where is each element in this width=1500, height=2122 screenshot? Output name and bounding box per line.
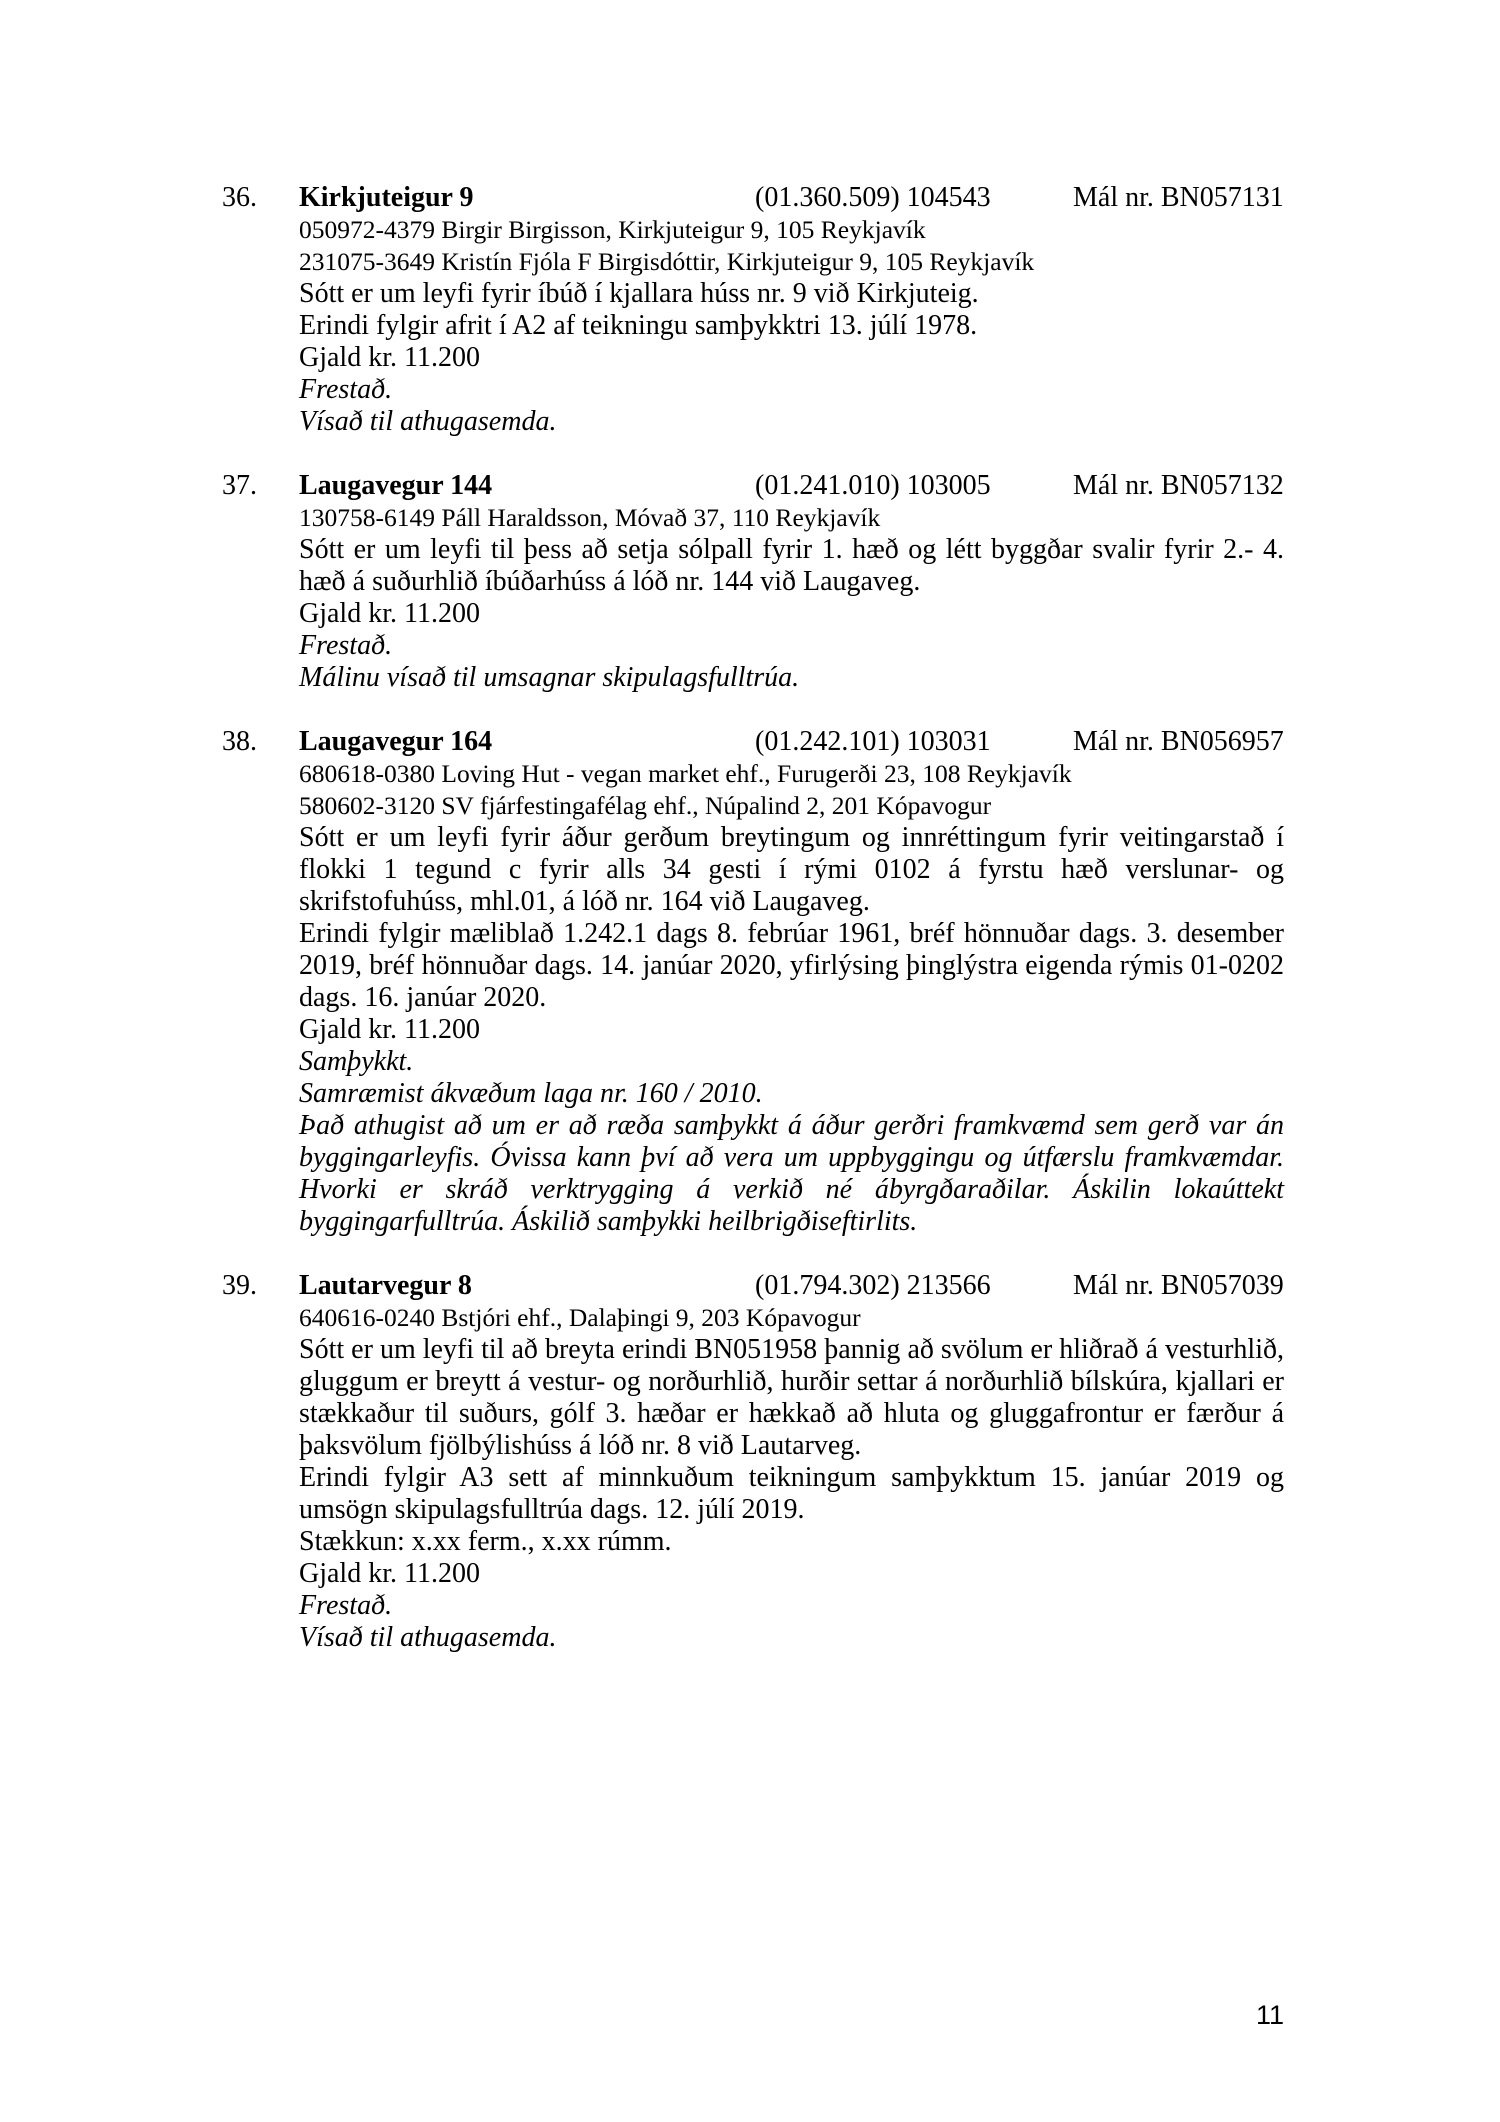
- item-number: 39.: [222, 1270, 257, 1301]
- item-property-code: (01.794.302) 213566: [755, 1270, 991, 1301]
- owner-line: 580602-3120 SV fjárfestingafélag ehf., Núpalind 2, 201 Kópavogur: [299, 791, 992, 820]
- description-line: Erindi fylgir mæliblað 1.242.1 dags 8. febrúar 1961, bréf hönnuðar dags. 3. desember 2019, bréf hönnuðar dags. 14. janúar 2020, yfirlýsing þinglýstra eigenda rýmis 01-0202 dags. 16. janúar 2020.: [299, 918, 1284, 1013]
- decision-line: Vísað til athugasemda.: [299, 1622, 557, 1653]
- owner-line: 231075-3649 Kristín Fjóla F Birgisdóttir, Kirkjuteigur 9, 105 Reykjavík: [299, 247, 1035, 276]
- description-line: Gjald kr. 11.200: [299, 1014, 480, 1045]
- owner-line: 640616-0240 Bstjóri ehf., Dalaþingi 9, 203 Kópavogur: [299, 1303, 861, 1332]
- description-line: Gjald kr. 11.200: [299, 342, 480, 373]
- permit-item: [222, 1270, 1284, 1654]
- permit-item-header: [222, 1270, 1284, 1302]
- permit-item-body: [299, 502, 1284, 694]
- permit-item-body: [299, 758, 1284, 1238]
- description-line: Gjald kr. 11.200: [299, 1558, 480, 1589]
- item-case-number: Mál nr. BN057131: [1073, 182, 1284, 213]
- decision-line: Málinu vísað til umsagnar skipulagsfulltrúa.: [299, 662, 800, 693]
- permit-item-body: [299, 214, 1284, 438]
- permit-item-header: [222, 470, 1284, 502]
- item-number: 38.: [222, 726, 257, 757]
- page-number: 11: [1255, 2000, 1284, 2030]
- item-address: Laugavegur 144: [299, 470, 493, 501]
- owner-line: 130758-6149 Páll Haraldsson, Móvað 37, 110 Reykjavík: [299, 503, 881, 532]
- permit-item: [222, 182, 1284, 438]
- owner-line: 050972-4379 Birgir Birgisson, Kirkjuteigur 9, 105 Reykjavík: [299, 215, 926, 244]
- item-property-code: (01.241.010) 103005: [755, 470, 991, 501]
- permit-item: [222, 470, 1284, 694]
- description-line: Sótt er um leyfi til þess að setja sólpall fyrir 1. hæð og létt byggðar svalir fyrir 2.- 4. hæð á suðurhlið íbúðarhúss á lóð nr. 144 við Laugaveg.: [299, 534, 1284, 597]
- item-property-code: (01.242.101) 103031: [755, 726, 991, 757]
- item-address: Kirkjuteigur 9: [299, 182, 474, 213]
- permit-item: [222, 726, 1284, 1238]
- item-address: Lautarvegur 8: [299, 1270, 472, 1301]
- description-line: Erindi fylgir A3 sett af minnkuðum teikningum samþykktum 15. janúar 2019 og umsögn skipulagsfulltrúa dags. 12. júlí 2019.: [299, 1462, 1284, 1525]
- description-line: Erindi fylgir afrit í A2 af teikningu samþykktri 13. júlí 1978.: [299, 310, 978, 341]
- permit-item-header: [222, 182, 1284, 214]
- decision-line: Frestað.: [299, 630, 393, 661]
- decision-line: Samræmist ákvæðum laga nr. 160 / 2010.: [299, 1078, 763, 1109]
- item-property-code: (01.360.509) 104543: [755, 182, 991, 213]
- owner-line: 680618-0380 Loving Hut - vegan market ehf., Furugerði 23, 108 Reykjavík: [299, 759, 1072, 788]
- item-case-number: Mál nr. BN057039: [1073, 1270, 1284, 1301]
- item-case-number: Mál nr. BN057132: [1073, 470, 1284, 501]
- item-address: Laugavegur 164: [299, 726, 493, 757]
- description-line: Stækkun: x.xx ferm., x.xx rúmm.: [299, 1526, 672, 1557]
- permit-item-body: [299, 1302, 1284, 1654]
- item-case-number: Mál nr. BN056957: [1073, 726, 1284, 757]
- decision-line: Frestað.: [299, 374, 393, 405]
- decision-line: Frestað.: [299, 1590, 393, 1621]
- agenda-items: [222, 182, 1284, 1686]
- permit-item-header: [222, 726, 1284, 758]
- item-number: 37.: [222, 470, 257, 501]
- item-number: 36.: [222, 182, 257, 213]
- decision-line: Vísað til athugasemda.: [299, 406, 557, 437]
- decision-line: Það athugist að um er að ræða samþykkt á áður gerðri framkvæmd sem gerð var án byggingarleyfis. Óvissa kann því að vera um uppbyggingu og útfærslu framkvæmdar. Hvorki er skráð verktrygging á verkið né ábyrgðaraðilar. Áskilin lokaúttekt byggingarfulltrúa. Áskilið samþykki heilbrigðiseftirlits.: [299, 1110, 1284, 1237]
- description-line: Sótt er um leyfi fyrir áður gerðum breytingum og innréttingum fyrir veitingarstað í flokki 1 tegund c fyrir alls 34 gesti í rými 0102 á fyrstu hæð verslunar- og skrifstofuhúss, mhl.01, á lóð nr. 164 við Laugaveg.: [299, 822, 1284, 917]
- description-line: Sótt er um leyfi til að breyta erindi BN051958 þannig að svölum er hliðrað á vesturhlið, gluggum er breytt á vestur- og norðurhlið, hurðir settar á norðurhlið bílskúra, kjallari er stækkaður til suðurs, gólf 3. hæðar er hækkað að hluta og gluggafrontur er færður á þaksvölum fjölbýlishúss á lóð nr. 8 við Lautarveg.: [299, 1334, 1284, 1461]
- decision-line: Samþykkt.: [299, 1046, 414, 1077]
- description-line: Sótt er um leyfi fyrir íbúð í kjallara húss nr. 9 við Kirkjuteig.: [299, 278, 979, 309]
- description-line: Gjald kr. 11.200: [299, 598, 480, 629]
